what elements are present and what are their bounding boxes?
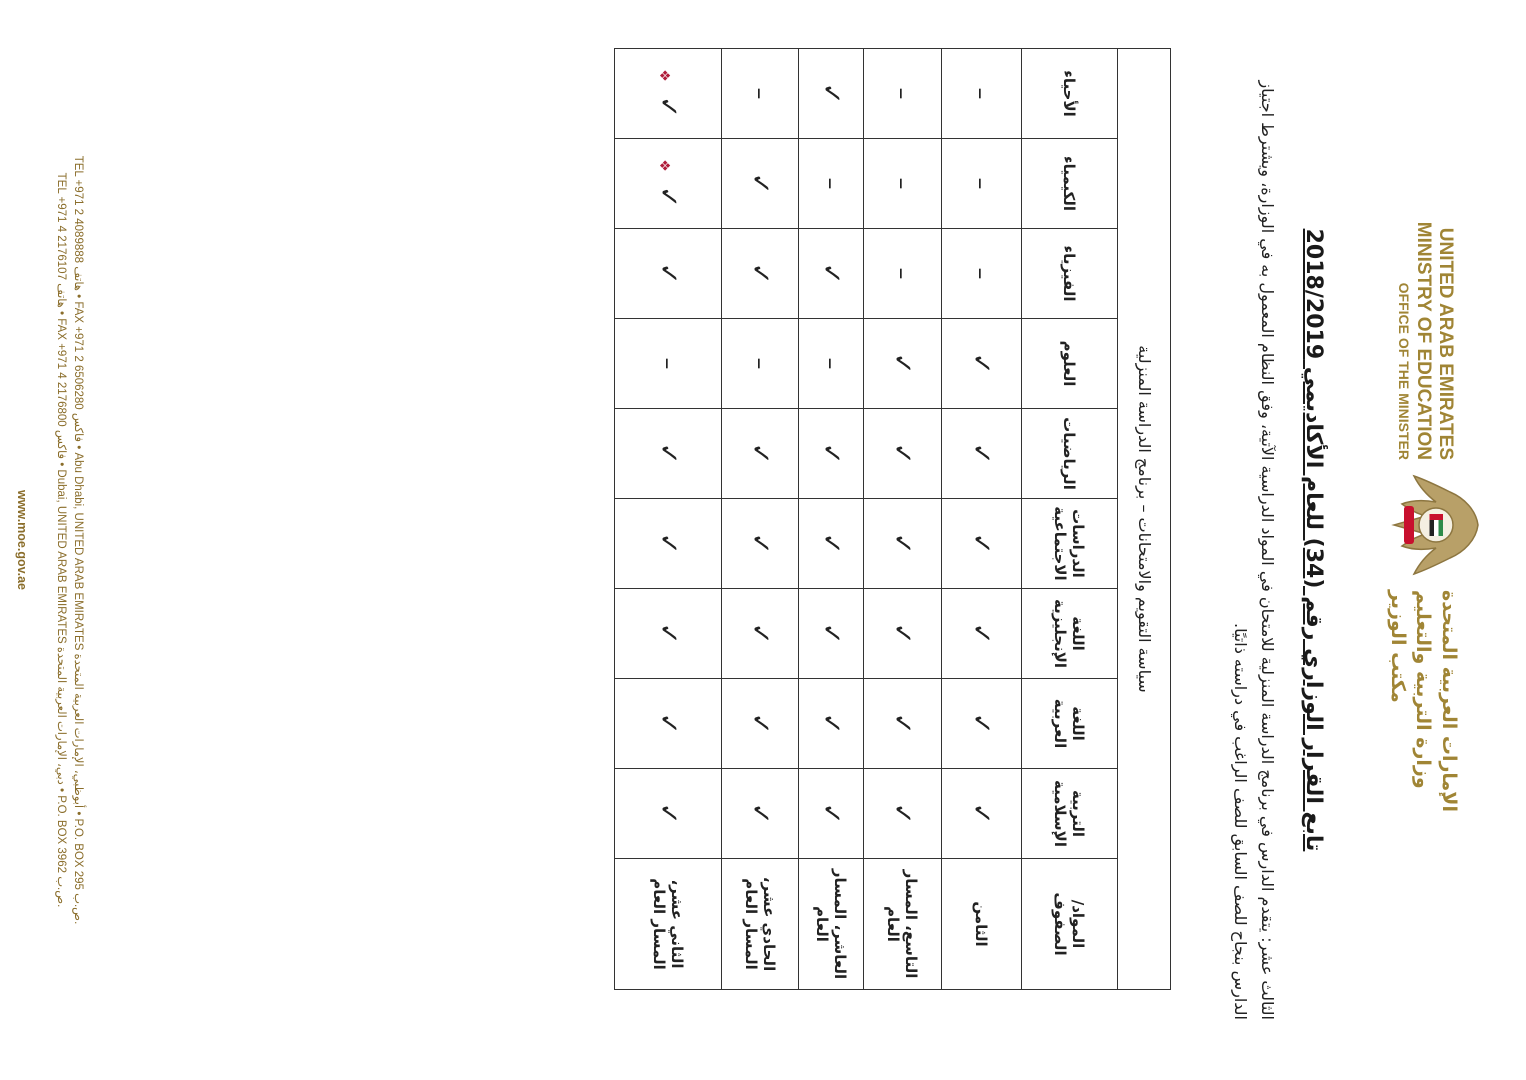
mark-cell (942, 409, 1022, 499)
mark-cell (799, 499, 864, 589)
dash-mark: – (817, 357, 845, 370)
subject-header: الدراسات الاجتماعية (1022, 499, 1118, 589)
mark-cell (722, 409, 799, 499)
mark-cell (722, 589, 799, 679)
mark-cell (615, 319, 722, 409)
footer-dubai-contact: TEL +971 4 2176107 هاتف • FAX +971 4 2176800 فاكس • Dubai, UNITED ARAB EMIRATES دبي، الإمارات العربية المتحدة • P.O. BOX 3962 ص.ب. (55, 172, 68, 908)
mark-cell (864, 139, 942, 229)
mark-cell (722, 679, 799, 769)
corner-cell (1022, 859, 1118, 990)
dash-mark: – (888, 267, 917, 280)
check-mark: ✓ (816, 442, 846, 465)
mark-cell (864, 589, 942, 679)
dash-mark: – (967, 177, 996, 190)
mark-cell (942, 769, 1022, 859)
letterhead-english (1396, 220, 1456, 460)
check-mark: ✓ (745, 622, 775, 645)
ministry-name-ar: وزارة التربية والتعليم (1412, 590, 1435, 789)
check-mark: ✓ (887, 712, 918, 735)
mark-cell (722, 139, 799, 229)
mark-cell (615, 139, 722, 229)
mark-cell (864, 319, 942, 409)
website-link[interactable]: www.moe.gov.ae (14, 489, 29, 591)
mark-cell (722, 499, 799, 589)
mark-cell (942, 139, 1022, 229)
subject-header: اللغة الإنجليزية (1022, 589, 1118, 679)
check-mark: ✓ (745, 532, 775, 555)
mark-cell (799, 229, 864, 319)
check-mark: ✓ (745, 172, 775, 195)
mark-cell (615, 589, 722, 679)
check-mark: ✓ (816, 262, 846, 285)
table-row (864, 49, 942, 990)
country-name-en: UNITED ARAB EMIRATES (1435, 227, 1456, 460)
check-mark: ✓ (816, 712, 846, 735)
check-mark: ✓ ❖ (653, 159, 683, 208)
corner-grades-label: الصفوف (1051, 892, 1070, 956)
office-name-en: OFFICE OF THE MINISTER (1396, 282, 1413, 460)
note-diamond-icon: ❖ (656, 159, 672, 172)
mark-cell (864, 499, 942, 589)
uae-emblem-icon (1386, 470, 1486, 580)
check-mark: ✓ (653, 532, 683, 555)
note-diamond-icon: ❖ (656, 69, 672, 82)
check-mark: ✓ (745, 442, 775, 465)
check-mark: ✓ (887, 352, 918, 375)
table-row (942, 49, 1022, 990)
mark-cell (799, 589, 864, 679)
table-row (615, 49, 722, 990)
grade-cell: الثامن (942, 859, 1022, 990)
mark-cell (615, 499, 722, 589)
subject-header: الفيزياء (1022, 229, 1118, 319)
subjects-table (614, 48, 1171, 990)
check-mark: ✓ (887, 442, 918, 465)
check-mark: ✓ (653, 622, 683, 645)
dash-mark: – (967, 267, 996, 280)
check-mark: ✓ (745, 802, 775, 825)
check-mark: ✓ (816, 82, 846, 105)
mark-cell (799, 139, 864, 229)
mark-cell (942, 319, 1022, 409)
table-caption: سياسة التقويم والامتحانات – برنامج الدراسة المنزلية (1118, 48, 1171, 990)
office-name-ar: مكتب الوزير (1386, 590, 1409, 703)
corner-subjects-label: المواد/ (1069, 899, 1088, 949)
mark-cell (864, 679, 942, 769)
intro-paragraph: الثالث عشر: يتقدم الدارس في برنامج الدراسة المنزلية للامتحان في المواد الدراسية الآتية، وفق النظام المعمول به في الوزارة، ويشترط اجتياز الدارس بنجاح للصف السابق للصف الراغب في دراسته ذاتيًا. (1230, 80, 1277, 1020)
check-mark: ✓ ❖ (653, 69, 683, 118)
country-name-ar: الإمارات العربية المتحدة (1438, 590, 1460, 812)
mark-cell (942, 49, 1022, 139)
subject-header: العلوم (1022, 319, 1118, 409)
check-mark: ✓ (816, 802, 846, 825)
table-row (722, 49, 799, 990)
check-mark: ✓ (745, 712, 775, 735)
check-mark: ✓ (653, 712, 683, 735)
mark-cell (615, 679, 722, 769)
grade-cell: الحادي عشر، المسار العام (722, 859, 799, 990)
mark-cell (722, 49, 799, 139)
dash-mark: – (746, 357, 774, 370)
letterhead-arabic (1384, 590, 1461, 860)
dash-mark: – (654, 357, 682, 370)
mark-cell (722, 769, 799, 859)
grade-cell: الثاني عشر، المسار العام (615, 859, 722, 990)
mark-cell (722, 229, 799, 319)
check-mark: ✓ (653, 802, 683, 825)
check-mark: ✓ (653, 442, 683, 465)
mark-cell (722, 319, 799, 409)
mark-cell (942, 229, 1022, 319)
mark-cell (615, 49, 722, 139)
letterhead (1376, 70, 1486, 1010)
check-mark: ✓ (816, 622, 846, 645)
mark-cell (799, 679, 864, 769)
dash-mark: – (746, 87, 774, 100)
footer-abudhabi-contact: TEL +971 2 4089888 هاتف • FAX +971 2 6506280 فاكس • Abu Dhabi, UNITED ARAB EMIRATES أبوظبي، الإمارات العربية المتحدة • P.O. BOX 295 ص.ب. (72, 155, 84, 925)
table-header-row (1022, 49, 1118, 990)
mark-cell (615, 229, 722, 319)
check-mark: ✓ (887, 622, 918, 645)
grade-cell: العاشر، المسار العام (799, 859, 864, 990)
subject-header: اللغة العربية (1022, 679, 1118, 769)
mark-cell (799, 409, 864, 499)
mark-cell (864, 229, 942, 319)
mark-cell (615, 769, 722, 859)
check-mark: ✓ (887, 532, 918, 555)
dash-mark: – (967, 87, 996, 100)
dash-mark: – (817, 177, 845, 190)
mark-cell (864, 769, 942, 859)
check-mark: ✓ (966, 442, 997, 465)
grade-cell: التاسع، المسار العام (864, 859, 942, 990)
mark-cell (942, 589, 1022, 679)
mark-cell (799, 769, 864, 859)
dash-mark: – (888, 177, 917, 190)
subject-header: الكيمياء (1022, 139, 1118, 229)
ministry-name-en: MINISTRY OF EDUCATION (1413, 221, 1435, 460)
table-row (799, 49, 864, 990)
decision-title: تابع القرار الوزاري رقم (34) للعام الأكاديمي 2018/2019 (1301, 228, 1326, 852)
footer (13, 60, 86, 1020)
mark-cell (799, 319, 864, 409)
mark-cell (615, 409, 722, 499)
mark-cell (864, 49, 942, 139)
check-mark: ✓ (966, 532, 997, 555)
mark-cell (942, 499, 1022, 589)
check-mark: ✓ (966, 802, 997, 825)
dash-mark: – (888, 87, 917, 100)
mark-cell (799, 49, 864, 139)
check-mark: ✓ (887, 802, 918, 825)
check-mark: ✓ (966, 622, 997, 645)
subject-header: الرياضيات (1022, 409, 1118, 499)
check-mark: ✓ (653, 262, 683, 285)
mark-cell (942, 679, 1022, 769)
mark-cell (864, 409, 942, 499)
check-mark: ✓ (816, 532, 846, 555)
subject-header: التربية الإسلامية (1022, 769, 1118, 859)
check-mark: ✓ (966, 712, 997, 735)
check-mark: ✓ (966, 352, 997, 375)
subject-header: الأحياء (1022, 49, 1118, 139)
check-mark: ✓ (745, 262, 775, 285)
